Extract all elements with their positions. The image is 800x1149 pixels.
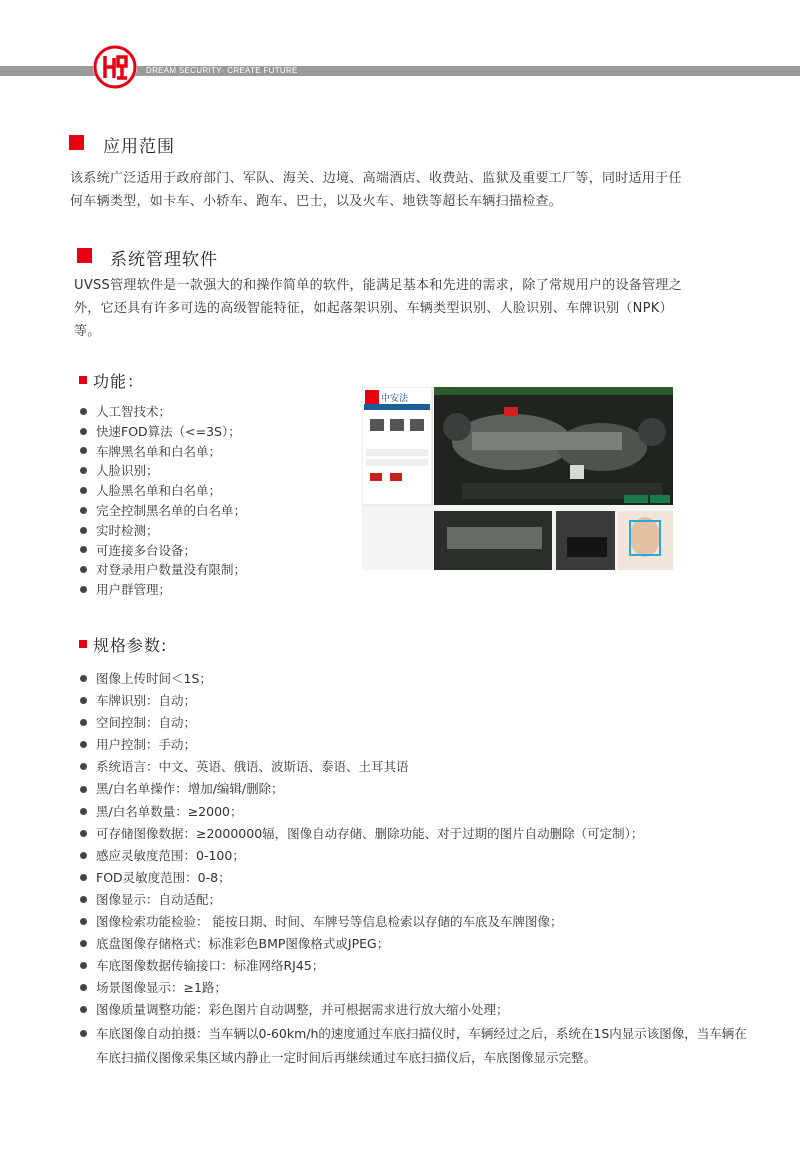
bullet-icon: [80, 675, 87, 682]
bullet-icon: [80, 786, 87, 793]
software-logo-text: 中安法: [381, 394, 409, 404]
bullet-icon: [80, 586, 87, 593]
list-item: 快速FOD算法（<=3S）；: [80, 422, 246, 442]
functions-list: [80, 402, 246, 600]
list-item: 图像质量调整功能：彩色图片自动调整，并可根据需求进行放大缩小处理；: [80, 999, 755, 1021]
list-item: 图像上传时间＜1S；: [80, 668, 755, 690]
list-item: 车底图像数据传输接口：标准网络RJ45；: [80, 955, 755, 977]
list-item: 系统语言：中文、英语、俄语、波斯语、泰语、土耳其语: [80, 756, 755, 778]
bullet-icon: [80, 763, 87, 770]
section-marker-icon: [77, 248, 92, 263]
list-item: 车牌识别：自动；: [80, 690, 755, 712]
header-tagline: DREAM SECURITY· CREATE FUTURE: [146, 66, 298, 75]
bullet-icon: [80, 874, 87, 881]
bullet-icon: [80, 741, 87, 748]
list-item: 对登录用户数量没有限制；: [80, 560, 246, 580]
list-item: 人工智技术；: [80, 402, 246, 422]
list-item: 感应灵敏度范围：0-100；: [80, 845, 755, 867]
list-item: 场景图像显示：≥1路；: [80, 977, 755, 999]
list-item: 黑/白名单数量：≥2000；: [80, 801, 755, 823]
scope-text: 该系统广泛适用于政府部门、军队、海关、边境、高端酒店、收费站、监狱及重要工厂等，同时适用于任何车辆类型，如卡车、小轿车、跑车、巴士，以及火车、地铁等超长车辆扫描检查。: [70, 171, 682, 209]
section-marker-icon: [69, 135, 84, 150]
list-item: 空间控制：自动；: [80, 712, 755, 734]
photo-icon: [410, 419, 424, 431]
list-item: 底盘图像存储格式：标准彩色BMP图像格式或JPEG；: [80, 933, 755, 955]
bullet-icon: [80, 896, 87, 903]
bullet-icon: [80, 697, 87, 704]
bullet-icon: [80, 962, 87, 969]
company-logo-icon: [92, 44, 138, 90]
list-item: 可连接多台设备；: [80, 541, 246, 561]
bullet-icon: [80, 1030, 87, 1037]
bullet-icon: [80, 984, 87, 991]
bullet-icon: [80, 447, 87, 454]
list-item: 人脸识别；: [80, 461, 246, 481]
scope-title: 应用范围: [103, 137, 175, 157]
list-item: 用户控制：手动；: [80, 734, 755, 756]
software-screenshot: [362, 387, 673, 570]
specs-title: 规格参数:: [93, 636, 168, 655]
list-item: 图像检索功能检验： 能按日期、时间、车牌号等信息检索以存储的车底及车牌图像；: [80, 911, 755, 933]
bullet-icon: [80, 566, 87, 573]
home-icon: [370, 419, 384, 431]
bullet-icon: [80, 527, 87, 534]
bullet-icon: [80, 408, 87, 415]
bullet-icon: [80, 830, 87, 837]
specs-list: [80, 668, 755, 1070]
bullet-icon: [80, 940, 87, 947]
bullet-icon: [80, 1006, 87, 1013]
software-text: UVSS管理软件是一款强大的和操作简单的软件，能满足基本和先进的需求，除了常规用户的设备管理之外，它还具有许多可选的高级智能特征，如起落架识别、车辆类型识别、人脸识别、车牌识别（NPK）等。: [74, 278, 683, 339]
bullet-icon: [80, 719, 87, 726]
list-item: 车底图像自动拍摄：当车辆以0-60km/h的速度通过车底扫描仪时，车辆经过之后，系统在1S内显示该图像，当车辆在车底扫描仪图像采集区域内静止一定时间后再继续通过车底扫描仪后，车底图像显示完整。: [80, 1022, 755, 1070]
bullet-icon: [80, 487, 87, 494]
section-marker-icon: [79, 640, 87, 648]
list-item: FOD灵敏度范围：0-8；: [80, 867, 755, 889]
grid-icon: [390, 419, 404, 431]
list-item: 车牌黑名单和白名单；: [80, 442, 246, 462]
bullet-icon: [80, 467, 87, 474]
bullet-icon: [80, 808, 87, 815]
list-item: 完全控制黑名单的白名单；: [80, 501, 246, 521]
list-item: 可存储图像数据：≥2000000辐，图像自动存储、删除功能、对于过期的图片自动删除（可定制）；: [80, 823, 755, 845]
list-item: 用户群管理；: [80, 580, 246, 600]
list-item: 图像显示：自动适配；: [80, 889, 755, 911]
software-title: 系统管理软件: [110, 250, 218, 270]
functions-title: 功能：: [93, 372, 145, 391]
bullet-icon: [80, 852, 87, 859]
bullet-icon: [80, 428, 87, 435]
bullet-icon: [80, 546, 87, 553]
bullet-icon: [80, 918, 87, 925]
software-screenshot-graphic: [362, 387, 673, 570]
bullet-icon: [80, 507, 87, 514]
list-item: 实时检测；: [80, 521, 246, 541]
list-item: 人脸黑名单和白名单；: [80, 481, 246, 501]
list-item: 黑/白名单操作：增加/编辑/删除；: [80, 778, 755, 800]
section-marker-icon: [79, 376, 87, 384]
